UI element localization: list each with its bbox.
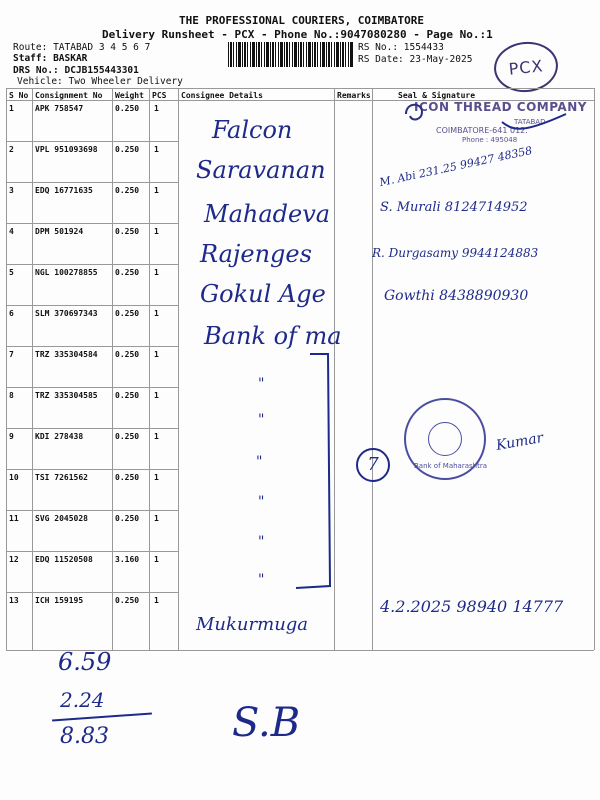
row-consignee-handwritten: Gokul Age [200, 280, 326, 308]
row-consignment: EDQ 11520508 [35, 555, 93, 564]
route-value: TATABAD 3 4 5 6 7 [53, 42, 151, 53]
staff-signature: S.B [232, 700, 301, 746]
row-pcs: 1 [154, 473, 159, 482]
row-divider [6, 346, 178, 347]
bank-seal-inner-ring [428, 422, 462, 456]
rs-date-label: RS Date: [358, 54, 404, 65]
row-weight: 0.250 [115, 186, 140, 195]
row-weight: 0.250 [115, 473, 140, 482]
row-weight: 0.250 [115, 227, 140, 236]
row-consignee-ditto: " [256, 454, 263, 470]
row-pcs: 1 [154, 432, 159, 441]
row-weight: 0.250 [115, 432, 140, 441]
row-consignment: DPM 501924 [35, 227, 84, 236]
rs-no-label: RS No.: [358, 42, 399, 53]
circled-count: 7 [356, 448, 390, 482]
row-sno: 1 [9, 104, 14, 113]
row-divider [6, 264, 178, 265]
row-divider [6, 510, 178, 511]
row-weight: 0.250 [115, 350, 140, 359]
row-divider [6, 141, 178, 142]
route-label: Route: [13, 42, 48, 53]
row5-signature: Gowthi 8438890930 [384, 288, 529, 304]
company-stamp-phone: Phone : 495048 [462, 136, 518, 144]
row-consignment: APK 758547 [35, 104, 84, 113]
company-stamp-area: TATABAD [514, 118, 546, 126]
col-divider [178, 88, 179, 650]
row-consignee-ditto: " [258, 534, 265, 550]
row-consignee-ditto: " [258, 412, 265, 428]
row-consignee-handwritten: Saravanan [196, 156, 326, 184]
row13-signature: 4.2.2025 98940 14777 [380, 597, 564, 616]
bank-signature: Kumar [494, 429, 545, 455]
row-pcs: 1 [154, 309, 159, 318]
row-consignment: ICH 159195 [35, 596, 84, 605]
row-consignee-handwritten: Bank of ma [204, 322, 342, 350]
row-sno: 8 [9, 391, 14, 400]
col-consignment: Consignment No [35, 91, 103, 100]
col-seal-signature: Seal & Signature [398, 91, 476, 100]
col-weight: Weight [115, 91, 144, 100]
col-divider [149, 88, 150, 650]
row-consignment: EDQ 16771635 [35, 186, 93, 195]
row-sno: 9 [9, 432, 14, 441]
company-stamp [396, 96, 587, 146]
vehicle-label: Vehicle: [17, 76, 63, 87]
row-divider [6, 223, 178, 224]
route-line [13, 42, 150, 53]
row-consignee-handwritten: Falcon [212, 116, 293, 144]
drs-line [13, 65, 139, 76]
row-pcs: 1 [154, 268, 159, 277]
row3-signature: S. Murali 8124714952 [380, 200, 528, 215]
col-divider [372, 88, 373, 650]
checkmark-signature-icon [500, 112, 570, 134]
row-weight: 0.250 [115, 596, 140, 605]
row-weight: 0.250 [115, 309, 140, 318]
col-consignee: Consignee Details [181, 91, 263, 100]
row-sno: 11 [9, 514, 19, 523]
vehicle-line [17, 76, 183, 87]
row-pcs: 1 [154, 145, 159, 154]
row-divider [6, 182, 178, 183]
row-pcs: 1 [154, 227, 159, 236]
company-stamp-name: ICON THREAD COMPANY [414, 100, 587, 114]
row-pcs: 1 [154, 514, 159, 523]
row-sno: 13 [9, 596, 19, 605]
row-consignment: TRZ 335304585 [35, 391, 98, 400]
col-divider [32, 88, 33, 650]
row-consignee-ditto: " [258, 494, 265, 510]
pcx-stamp: PCX [492, 39, 561, 95]
row-consignment: NGL 100278855 [35, 268, 98, 277]
row-pcs: 1 [154, 596, 159, 605]
row-consignee-handwritten: Mahadeva [204, 200, 331, 228]
document-subtitle: Delivery Runsheet - PCX - Phone No.:9047080280 - Page No.:1 [102, 28, 493, 41]
row-consignment: TRZ 335304584 [35, 350, 98, 359]
row-pcs: 1 [154, 186, 159, 195]
row-divider [6, 305, 178, 306]
row-divider [6, 387, 178, 388]
staff-value: BASKAR [53, 53, 88, 64]
col-divider [112, 88, 113, 650]
calc-line-3: 8.83 [60, 724, 109, 749]
row-sno: 12 [9, 555, 19, 564]
row-consignment: SLM 370697343 [35, 309, 98, 318]
row-sno: 6 [9, 309, 14, 318]
row-weight: 0.250 [115, 104, 140, 113]
row4-signature: R. Durgasamy 9944124883 [372, 246, 539, 260]
row-weight: 0.250 [115, 145, 140, 154]
col-remarks: Remarks [337, 91, 371, 100]
staff-line [13, 53, 87, 64]
rs-no-value: 1554433 [403, 42, 444, 53]
row-pcs: 1 [154, 391, 159, 400]
row-sno: 2 [9, 145, 14, 154]
row2-signature: M. Abi 231.25 99427 48358 [378, 143, 534, 190]
row-weight: 0.250 [115, 514, 140, 523]
row-divider [6, 592, 178, 593]
row-consignment: KDI 278438 [35, 432, 84, 441]
col-divider [6, 88, 7, 650]
row-pcs: 1 [154, 104, 159, 113]
row-sno: 4 [9, 227, 14, 236]
drs-value: DCJB155443301 [64, 65, 139, 76]
row-weight: 0.250 [115, 391, 140, 400]
bank-seal-text: Bank of Maharashtra [414, 462, 487, 470]
col-divider [594, 88, 595, 650]
row-consignee-ditto: " [258, 376, 265, 392]
row-weight: 3.160 [115, 555, 140, 564]
table-border-top [6, 88, 594, 89]
row-pcs: 1 [154, 555, 159, 564]
ditto-bracket-line [290, 350, 340, 600]
calc-line-2: 2.24 [60, 688, 105, 712]
vehicle-value: Two Wheeler Delivery [68, 76, 183, 87]
row-consignment: SVG 2045028 [35, 514, 88, 523]
calc-underline [52, 713, 152, 722]
rs-no-line [358, 42, 444, 53]
row-consignee-handwritten: Rajenges [200, 240, 312, 268]
barcode [228, 42, 354, 67]
company-stamp-city: COIMBATORE-641 012. [436, 126, 528, 135]
col-pcs: PCS [152, 91, 167, 100]
row-consignee-handwritten: Mukurmuga [196, 614, 309, 635]
drs-label: DRS No.: [13, 65, 59, 76]
row-consignment: VPL 951093698 [35, 145, 98, 154]
staff-label: Staff: [13, 53, 48, 64]
row-divider [6, 469, 178, 470]
row-sno: 10 [9, 473, 19, 482]
rs-date-line [358, 54, 472, 65]
calc-line-1: 6.59 [58, 648, 112, 676]
rs-date-value: 23-May-2025 [409, 54, 473, 65]
col-sno: S No [9, 91, 29, 100]
row-pcs: 1 [154, 350, 159, 359]
row-consignment: TSI 7261562 [35, 473, 88, 482]
row-consignee-ditto: " [258, 572, 265, 588]
row-sno: 3 [9, 186, 14, 195]
row-sno: 5 [9, 268, 14, 277]
row-divider [6, 551, 178, 552]
company-logo-icon [400, 96, 430, 126]
row-divider [6, 428, 178, 429]
row-sno: 7 [9, 350, 14, 359]
row-weight: 0.250 [115, 268, 140, 277]
document-title: THE PROFESSIONAL COURIERS, COIMBATORE [179, 14, 425, 27]
bank-seal [404, 398, 486, 480]
